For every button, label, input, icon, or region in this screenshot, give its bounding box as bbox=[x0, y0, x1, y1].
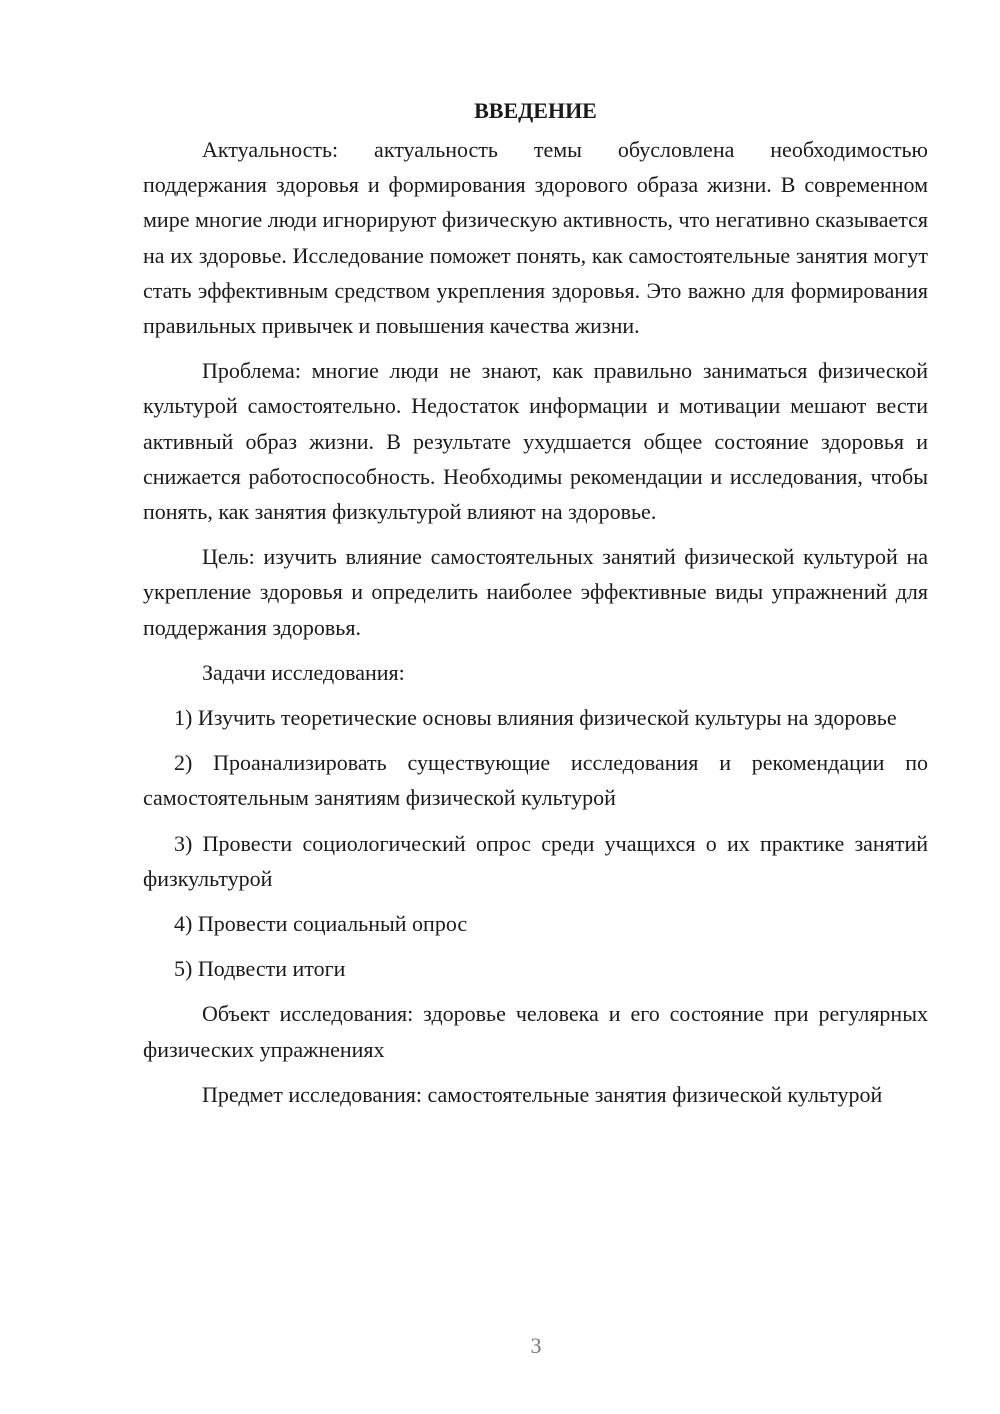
page-number: 3 bbox=[530, 1333, 542, 1358]
object-paragraph: Объект исследования: здоровье человека и его состояние при регулярных физических упражнениях bbox=[143, 1001, 928, 1062]
task-item: 4) Провести социальный опрос bbox=[174, 911, 468, 937]
task-item: 1) Изучить теоретические основы влияния физической культуры на здоровье bbox=[174, 705, 897, 731]
subject-paragraph: Предмет исследования: самостоятельные занятия физической культурой bbox=[202, 1081, 883, 1107]
page-content bbox=[143, 93, 928, 1122]
problem-paragraph: Проблема: многие люди не знают, как правильно заниматься физической культурой самостоятельно. Недостаток информации и мотивации мешают вести активный образ жизни. В результате ухудшается общее состояние здоровья и снижается работоспособность. Необходимы рекомендации и исследования, чтобы понять, как занятия физкультурой влияют на здоровье. bbox=[143, 358, 928, 525]
relevance-paragraph: Актуальность: актуальность темы обусловлена необходимостью поддержания здоровья и формирования здорового образа жизни. В современном мире многие люди игнорируют физическую активность, что негативно сказывается на их здоровье. Исследование поможет понять, как самостоятельные занятия могут стать эффективным средством укрепления здоровья. Это важно для формирования правильных привычек и повышения качества жизни. bbox=[143, 137, 928, 339]
task-item: 5) Подвести итоги bbox=[174, 956, 346, 982]
goal-paragraph: Цель: изучить влияние самостоятельных занятий физической культурой на укрепление здоровья и определить наиболее эффективные виды упражнений для поддержания здоровья. bbox=[143, 544, 928, 640]
task-item: 3) Провести социологический опрос среди учащихся о их практике занятий физкультурой bbox=[143, 830, 928, 891]
task-item: 2) Проанализировать существующие исследования и рекомендации по самостоятельным занятиям физической культурой bbox=[143, 750, 928, 811]
tasks-title: Задачи исследования: bbox=[202, 659, 405, 685]
section-title: ВВЕДЕНИЕ bbox=[474, 98, 597, 123]
